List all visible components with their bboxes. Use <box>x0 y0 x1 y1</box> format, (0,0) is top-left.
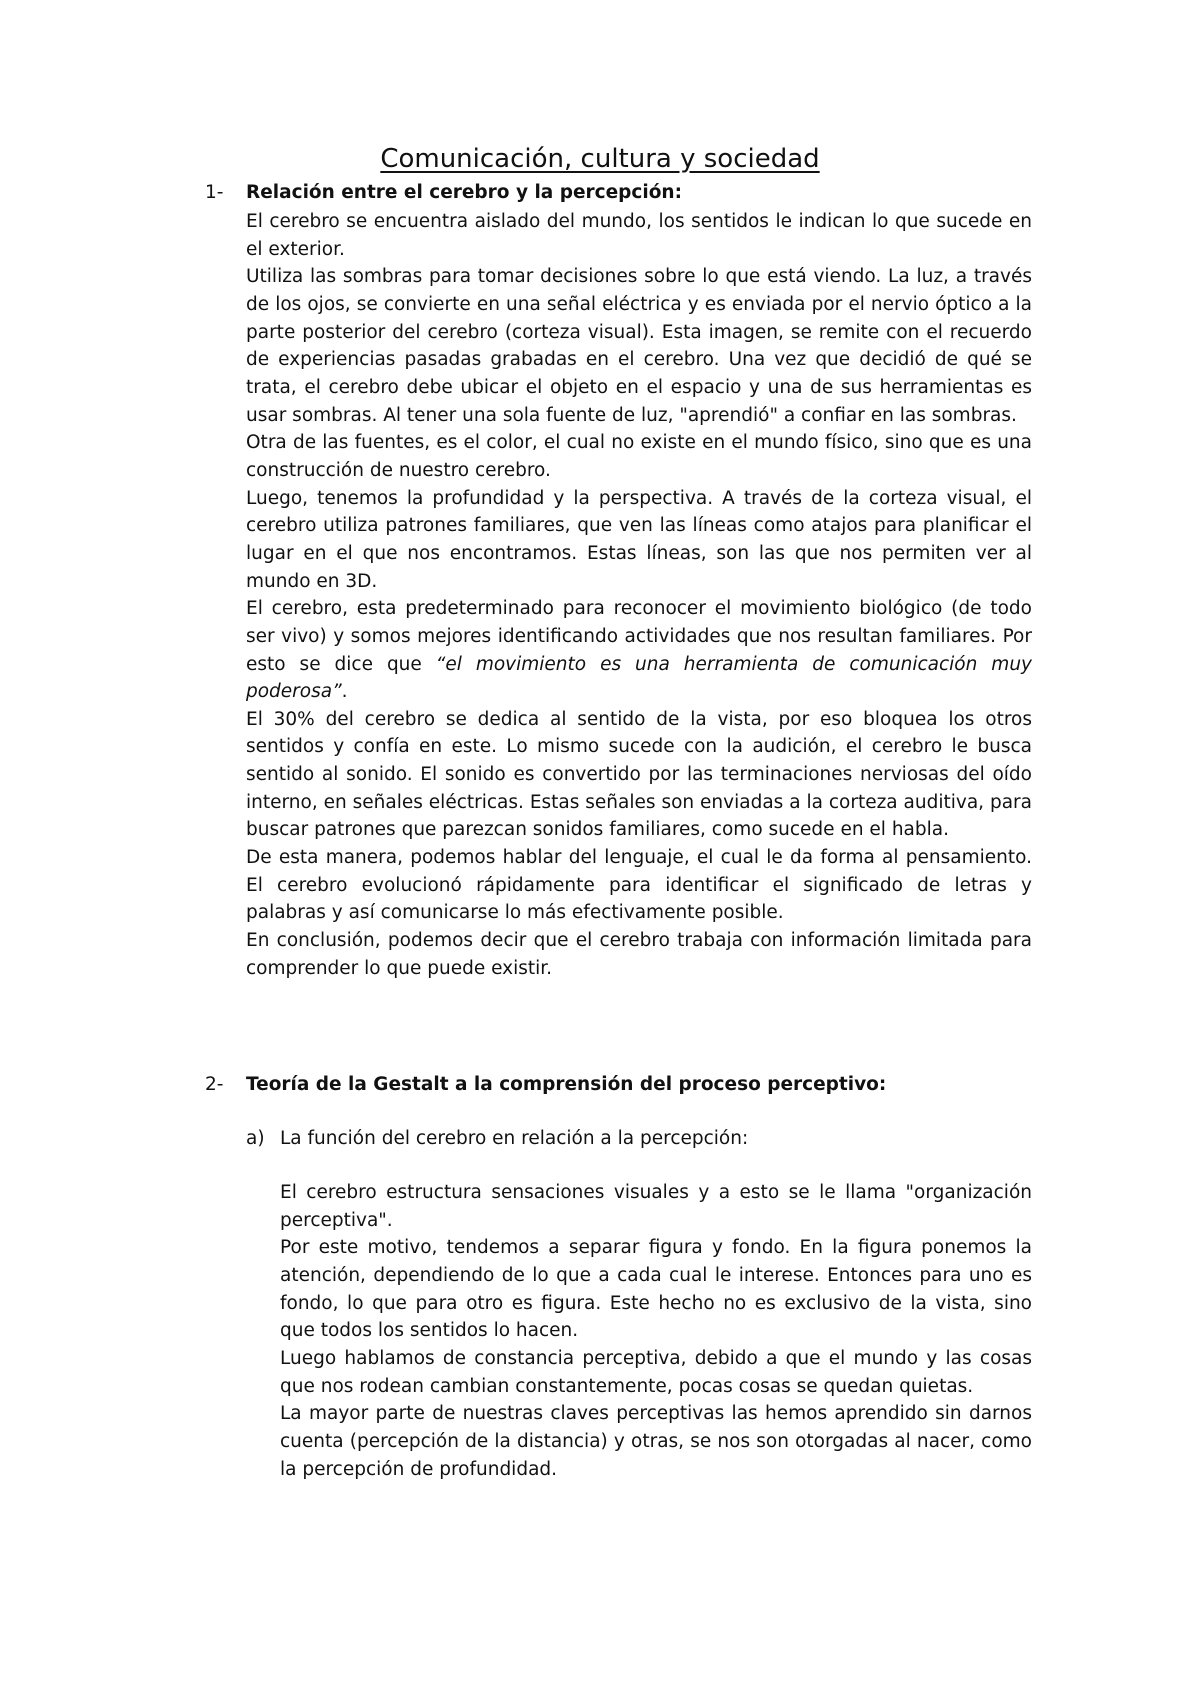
section-1-paragraph: Utiliza las sombras para tomar decisiones sobre lo que está viendo. La luz, a través de los ojos, se convierte en una señal eléctrica y es enviada por el nervio óptico a la parte posterior del cerebro (corteza visual). Esta imagen, se remite con el recuerdo de experiencias pasadas grabadas en el cerebro. Una vez que decidió de qué se trata, el cerebro debe ubicar el objeto en el espacio y una de sus herramientas es usar sombras. Al tener una sola fuente de luz, "aprendió" a confiar en las sombras. <box>246 266 1032 426</box>
movement-end: . <box>341 681 348 703</box>
section-1-paragraph: De esta manera, podemos hablar del lenguaje, el cual le da forma al pensamiento. El cerebro evolucionó rápidamente para identificar el significado de letras y palabras y así comunicarse lo más efectivamente posible. <box>246 847 1032 924</box>
subitem-a-paragraph: El cerebro estructura sensaciones visuales y a esto se le llama "organización perceptiva". <box>280 1182 1032 1231</box>
section-1-number: 1- <box>205 182 224 203</box>
subitem-a-paragraph: Por este motivo, tendemos a separar figura y fondo. En la figura ponemos la atención, dependiendo de lo que a cada cual le interese. Entonces para uno es fondo, lo que para otro es figura. Este hecho no es exclusivo de la vista, sino que todos los sentidos lo hacen. <box>280 1237 1032 1342</box>
document-title: Comunicación, cultura y sociedad <box>380 144 820 174</box>
section-1-paragraph: En conclusión, podemos decir que el cerebro trabaja con información limitada para comprender lo que puede existir. <box>246 930 1032 979</box>
section-1-paragraph: Luego, tenemos la profundidad y la perspectiva. A través de la corteza visual, el cerebro utiliza patrones familiares, que ven las líneas como atajos para planificar el lugar en el que nos encontramos. Estas líneas, son las que nos permiten ver al mundo en 3D. <box>246 487 1032 592</box>
movement-quote: “el movimiento es una herramienta de comunicación muy poderosa” <box>246 653 1032 703</box>
section-2-heading: Teoría de la Gestalt a la comprensión del proceso perceptivo: <box>246 1074 887 1095</box>
subitem-a-letter: a) <box>246 1128 265 1149</box>
section-1-paragraph: Otra de las fuentes, es el color, el cual no existe en el mundo físico, sino que es una construcción de nuestro cerebro. <box>246 432 1032 481</box>
section-1-heading: Relación entre el cerebro y la percepción: <box>246 182 682 203</box>
section-1-movement-paragraph <box>246 595 1032 706</box>
section-1-paragraph: El 30% del cerebro se dedica al sentido de la vista, por eso bloquea los otros sentidos y confía en este. Lo mismo sucede con la audición, el cerebro le busca sentido al sonido. El sonido es convertido por las terminaciones nerviosas del oído interno, en señales eléctricas. Estas señales son enviadas a la corteza auditiva, para buscar patrones que parezcan sonidos familiares, como sucede en el habla. <box>246 708 1032 841</box>
section-1-body <box>246 208 1032 982</box>
subitem-a-body <box>280 1179 1032 1483</box>
section-2-number: 2- <box>205 1074 224 1095</box>
section-1-paragraph: El cerebro se encuentra aislado del mundo, los sentidos le indican lo que sucede en el exterior. <box>246 211 1032 260</box>
movement-intro: El cerebro, esta predeterminado para reconocer el movimiento biológico (de todo ser vivo) y somos mejores identificando actividades que nos resultan familiares. Por esto se dice que <box>246 598 1032 675</box>
subitem-a-paragraph: La mayor parte de nuestras claves perceptivas las hemos aprendido sin darnos cuenta (percepción de la distancia) y otras, se nos son otorgadas al nacer, como la percepción de profundidad. <box>280 1403 1032 1480</box>
subitem-a-label: La función del cerebro en relación a la percepción: <box>280 1128 749 1149</box>
subitem-a-paragraph: Luego hablamos de constancia perceptiva, debido a que el mundo y las cosas que nos rodean cambian constantemente, pocas cosas se quedan quietas. <box>280 1347 1032 1397</box>
